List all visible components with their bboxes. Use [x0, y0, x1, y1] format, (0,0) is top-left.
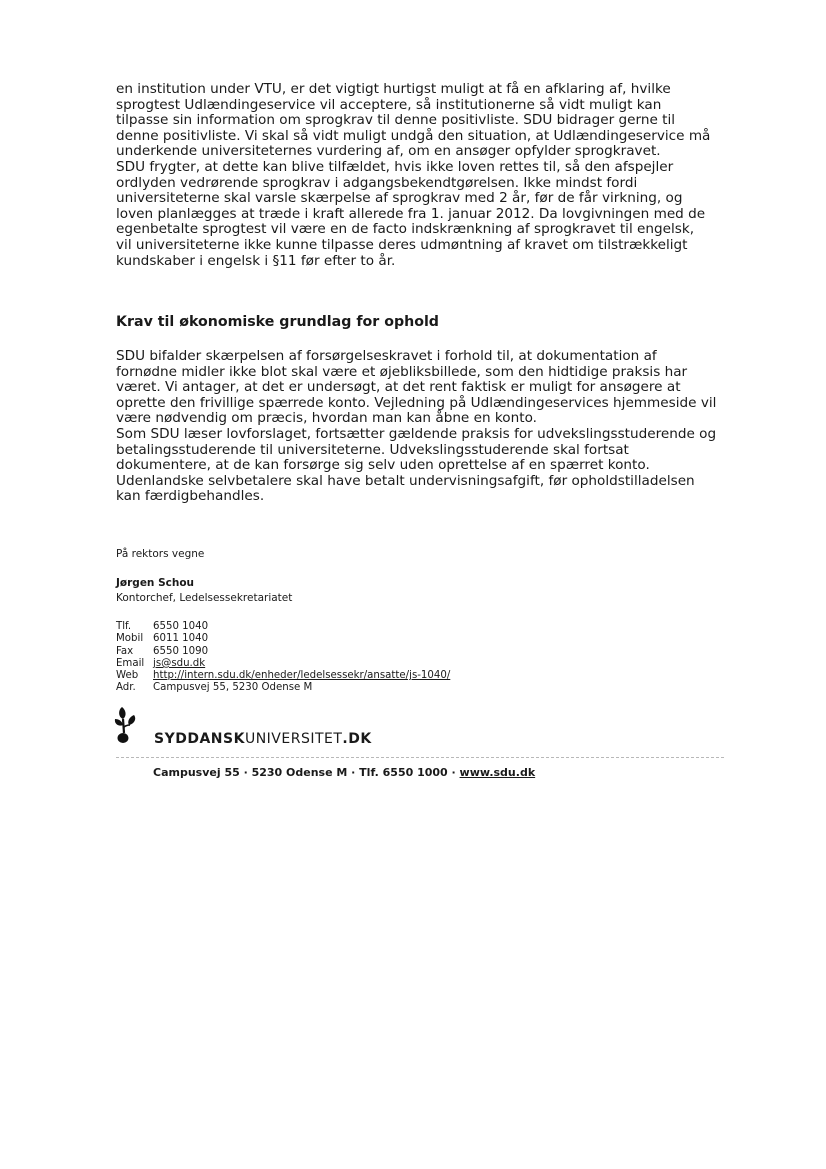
footer-website-link[interactable]: www.sdu.dk: [459, 766, 536, 779]
closing-phrase: På rektors vegne: [116, 548, 205, 560]
body-paragraph-forsorgelse: [116, 349, 736, 505]
paragraph-line: Som SDU læser lovforslaget, fortsætter gældende praksis for udvekslingsstuderende og: [116, 425, 717, 442]
paragraph-line: SDU bifalder skærpelsen af forsørgelseskravet i forhold til, at dokumentation af: [116, 348, 657, 364]
contact-row-email: [116, 658, 450, 670]
paragraph-line: universiteterne skal varsle skærpelse af sprogkrav med 2 år, før de får virkning, og: [116, 190, 683, 207]
contact-label: Tlf.: [116, 621, 132, 632]
paragraph-line: en institution under VTU, er det vigtigt hurtigst muligt at få en afklaring af, hvilke: [116, 81, 671, 97]
paragraph-line: ordlyden vedrørende sprogkrav i adgangsbekendtgørelsen. Ikke mindst fordi: [116, 174, 638, 191]
paragraph-line: dokumentere, at de kan forsørge sig selv uden oprettelse af en spærret konto.: [116, 457, 650, 474]
contact-value: 6011 1040: [153, 633, 209, 645]
signer-title: Kontorchef, Ledelsessekretariatet: [116, 592, 293, 604]
contact-label: Mobil: [116, 633, 144, 645]
contact-label: Web: [116, 670, 139, 682]
paragraph-line: være nødvendig om præcis, hvordan man kan åbne en konto.: [116, 410, 537, 427]
contact-row-mobile: [116, 633, 450, 645]
paragraph-line: SDU frygter, at dette kan blive tilfældet, hvis ikke loven rettes til, så den afspejler: [116, 158, 674, 175]
contact-row-address: [116, 682, 450, 694]
footer-divider: [116, 757, 724, 758]
paragraph-line: egenbetalte sprogtest vil være en de facto indskrænkning af sprogkravet til engelsk,: [116, 221, 695, 238]
paragraph-line: Udenlandske selvbetalere skal have betalt undervisningsafgift, før opholdstilladelsen: [116, 472, 695, 489]
contact-row-phone: [116, 621, 450, 633]
paragraph-line: været. Vi antager, at det er undersøgt, at det rent faktisk er muligt for ansøgere at: [116, 379, 681, 396]
wordmark-light: UNIVERSITET: [244, 731, 343, 747]
paragraph-line: fornødne midler ikke blot skal være et øjebliksbillede, som den hidtidige praksis har: [116, 363, 688, 380]
wordmark-bold: SYDDANSK: [154, 731, 245, 747]
web-link[interactable]: http://intern.sdu.dk/enheder/ledelsessekr/ansatte/js-1040/: [153, 670, 451, 682]
university-wordmark: [154, 731, 372, 747]
paragraph-line: sprogtest Udlændingeservice vil acceptere, så institutionerne så vidt muligt kan: [116, 96, 662, 113]
wordmark-suffix: .DK: [342, 731, 372, 747]
signer-name: Jørgen Schou: [116, 577, 195, 589]
email-link[interactable]: js@sdu.dk: [153, 657, 206, 669]
contact-value: 6550 1090: [153, 645, 209, 657]
paragraph-line: betalingsstuderende til universiteterne. Udvekslingsstuderende skal fortsat: [116, 441, 629, 458]
contact-label: Fax: [116, 645, 134, 657]
paragraph-line: underkende universiteternes vurdering af, om en ansøger opfylder sprogkravet.: [116, 143, 661, 160]
paragraph-line: vil universiteterne ikke kunne tilpasse deres udmøntning af kravet om tilstrækkeligt: [116, 236, 688, 253]
paragraph-line: kundskaber i engelsk i §11 før efter to år.: [116, 252, 396, 269]
body-paragraph-sprogkrav: [116, 82, 736, 269]
footer-address-line: [153, 766, 535, 779]
contact-row-web: [116, 670, 450, 682]
paragraph-line: oprette den frivillige spærrede konto. Vejledning på Udlændingeservices hjemmeside vil: [116, 394, 717, 411]
contact-label: Adr.: [116, 682, 136, 694]
contact-value: 6550 1040: [153, 621, 209, 632]
paragraph-line: tilpasse sin information om sprogkrav til denne positivliste. SDU bidrager gerne til: [116, 112, 676, 129]
paragraph-line: kan færdigbehandles.: [116, 488, 265, 505]
paragraph-line: denne positivliste. Vi skal så vidt muligt undgå den situation, at Udlændingeservice må: [116, 127, 711, 144]
contact-label: Email: [116, 657, 145, 669]
contact-value: Campusvej 55, 5230 Odense M: [153, 682, 313, 694]
contact-block: [116, 621, 450, 695]
section-heading: Krav til økonomiske grundlag for ophold: [116, 314, 439, 330]
paragraph-line: loven planlægges at træde i kraft allerede fra 1. januar 2012. Da lovgivningen med de: [116, 205, 706, 222]
contact-row-fax: [116, 646, 450, 658]
sdu-tree-logo-icon: [112, 705, 152, 749]
footer-address: Campusvej 55 · 5230 Odense M · Tlf. 6550 1000 ·: [153, 766, 460, 779]
